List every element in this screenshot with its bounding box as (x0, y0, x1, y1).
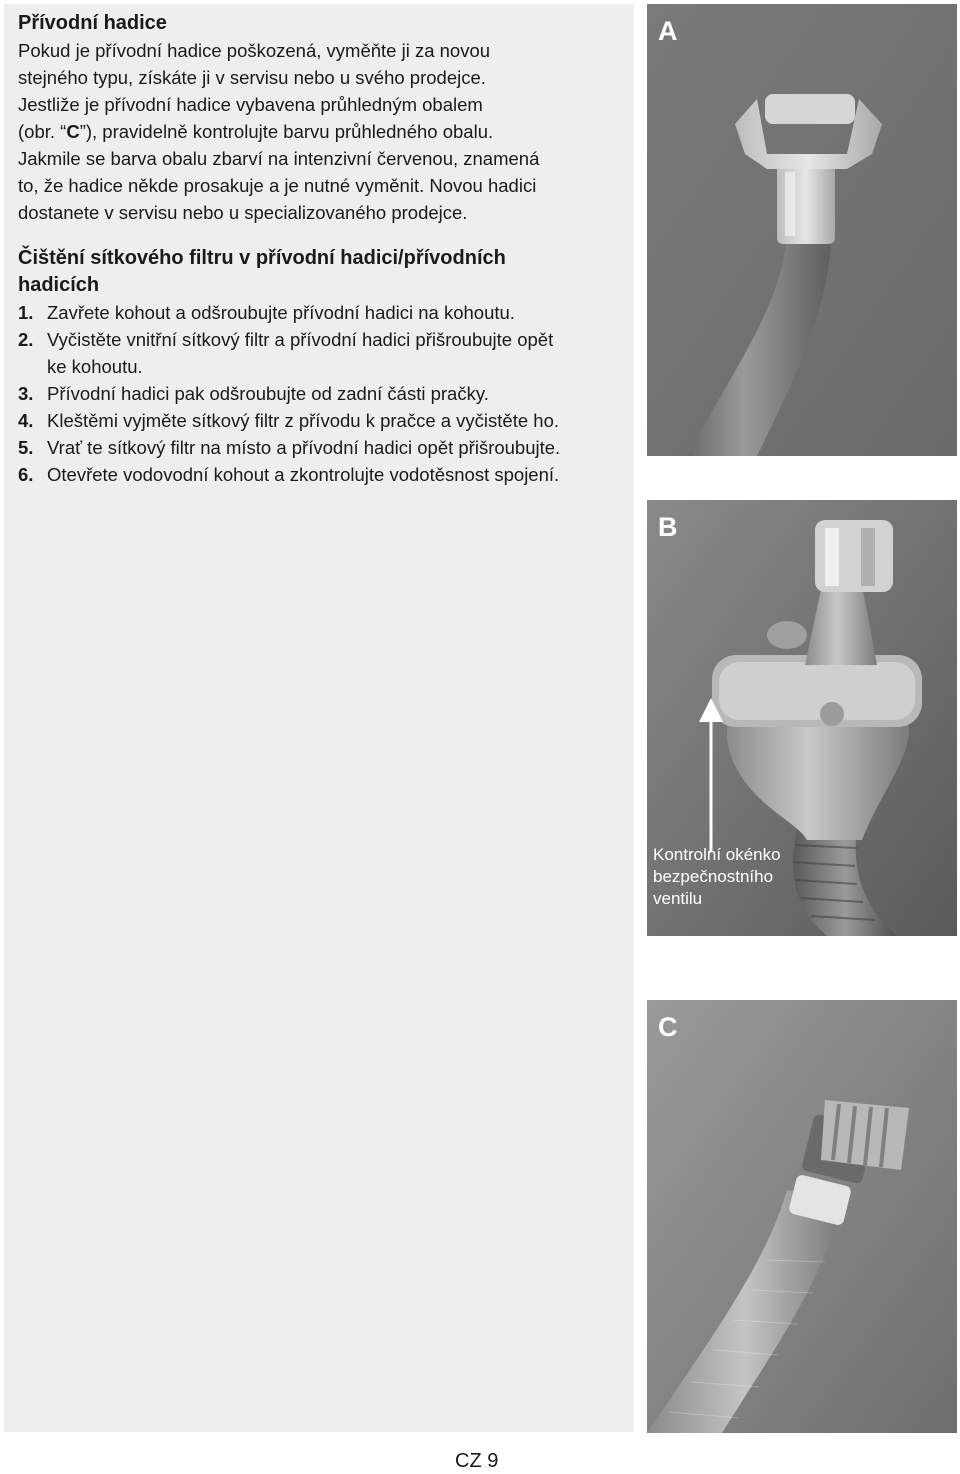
step-item (18, 299, 628, 326)
text-panel (4, 4, 634, 1432)
step-text: Vyčistěte vnitřní sítkový filtr a přívodní hadici přišroubujte opět (47, 329, 554, 350)
step-text: ke kohoutu. (47, 356, 143, 377)
step-number: 5. (18, 437, 34, 458)
paragraph-line: Jakmile se barva obalu zbarví na intenzivní červenou, znamená (18, 148, 540, 169)
paragraph-line: dostanete v servisu nebo u specializovaného prodejce. (18, 202, 468, 223)
step-number: 3. (18, 383, 34, 404)
figure-a-inlet-hose-photo (647, 4, 957, 456)
heading-line: Čištění sítkového filtru v přívodní hadici/přívodních (18, 247, 506, 269)
figure-reference-c: C (66, 121, 80, 142)
hose-illustration (647, 4, 957, 456)
callout-line: ventilu (653, 889, 703, 908)
paragraph-line: stejného typu, získáte ji v servisu nebo u svého prodejce. (18, 67, 486, 88)
step-text: Otevřete vodovodní kohout a zkontrolujte vodotěsnost spojení. (47, 464, 560, 485)
step-item (18, 326, 628, 380)
paragraph-line: Pokud je přívodní hadice poškozená, vyměňte ji za novou (18, 40, 491, 61)
step-number: 2. (18, 329, 34, 350)
step-text: Zavřete kohout a odšroubujte přívodní hadici na kohoutu. (47, 302, 515, 323)
cleaning-steps-list (18, 299, 628, 488)
step-number: 6. (18, 464, 34, 485)
step-text: Vrať te sítkový filtr na místo a přívodní hadici opět přišroubujte. (47, 437, 561, 458)
paragraph-line (18, 118, 628, 145)
figure-label-b: B (658, 512, 678, 542)
step-text: Přívodní hadici pak odšroubujte od zadní části pračky. (47, 383, 489, 404)
section-heading-filter-cleaning (18, 245, 628, 299)
section-heading-inlet-hose: Přívodní hadice (18, 12, 167, 34)
step-item (18, 434, 628, 461)
figure-label-a: A (658, 16, 678, 46)
figure-b-safety-valve-photo (647, 500, 957, 936)
paragraph-text: ”), pravidelně kontrolujte barvu průhledného obalu. (79, 121, 494, 142)
step-number: 4. (18, 410, 34, 431)
page-number: CZ 9 (455, 1450, 499, 1472)
paragraph-line: to, že hadice někde prosakuje a je nutné vyměnit. Novou hadici (18, 175, 537, 196)
heading-line: hadicích (18, 274, 100, 296)
step-item (18, 380, 628, 407)
step-number: 1. (18, 302, 34, 323)
callout-line: bezpečnostního (653, 867, 774, 886)
text-content (18, 10, 628, 488)
callout-line: Kontrolní okénko (653, 845, 781, 864)
figure-c-transparent-hose-photo (647, 1000, 957, 1433)
step-item (18, 461, 628, 488)
safety-valve-callout (653, 844, 823, 910)
transparent-hose-illustration (647, 1000, 957, 1433)
figure-label-c: C (658, 1012, 678, 1042)
step-item (18, 407, 628, 434)
step-text: Kleštěmi vyjměte sítkový filtr z přívodu k pračce a vyčistěte ho. (47, 410, 560, 431)
inlet-hose-paragraph (18, 37, 628, 226)
paragraph-line: Jestliže je přívodní hadice vybavena průhledným obalem (18, 94, 483, 115)
paragraph-text: (obr. “ (18, 121, 67, 142)
